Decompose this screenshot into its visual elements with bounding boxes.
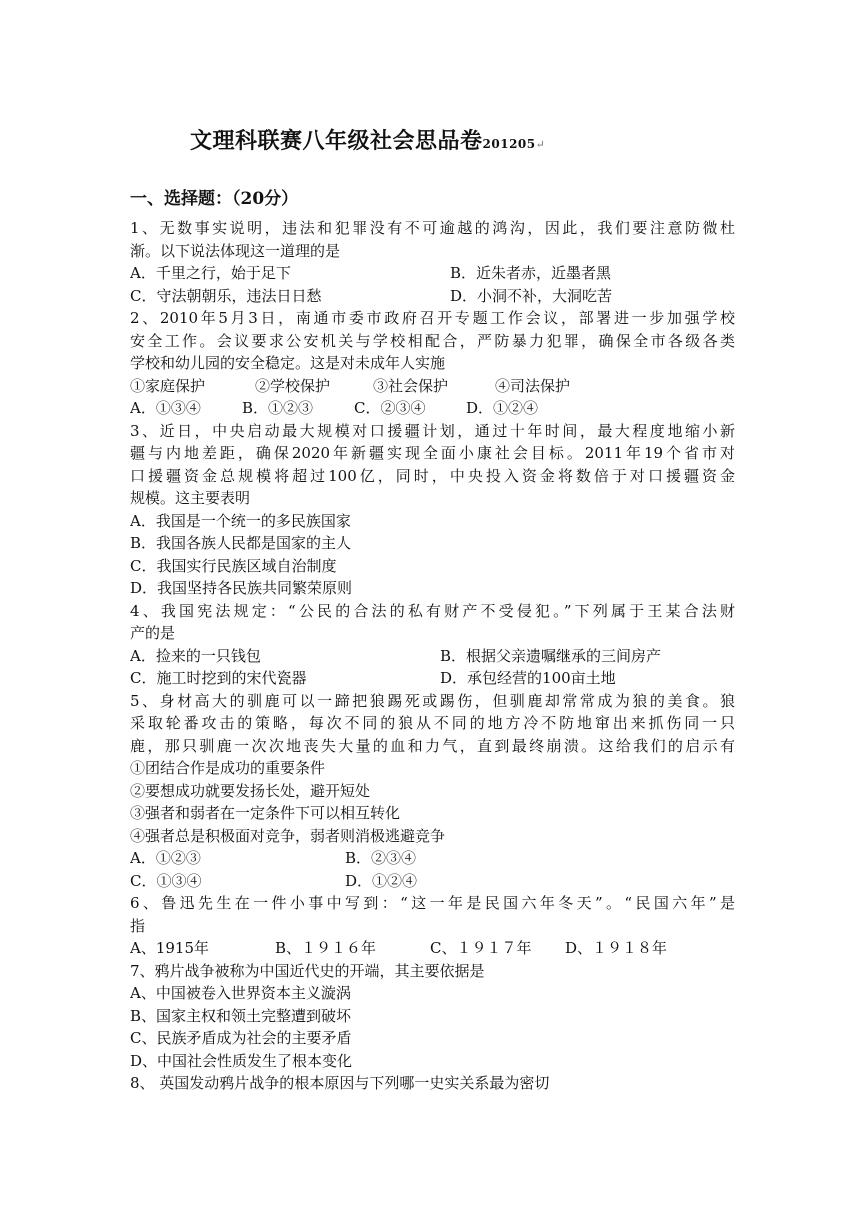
q2-item: ④司法保护	[495, 376, 571, 395]
q7-option-b: B、国家主权和领土完整遭到破坏	[130, 1006, 352, 1025]
q6-option-d: D、１９１８年	[565, 939, 668, 957]
q5-stem-line: 采取轮番攻击的策略，每次不同的狼从不同的地方冷不防地窜出来抓伤同一只	[130, 714, 735, 732]
q7-option-c: C、民族矛盾成为社会的主要矛盾	[130, 1029, 352, 1047]
return-mark: ↵	[535, 138, 546, 151]
exam-title	[190, 124, 545, 155]
q3-option-c: C．我国实行民族区域自治制度	[130, 556, 337, 575]
q6-stem-line: 指	[130, 916, 146, 935]
q2-item: ②学校保护	[255, 376, 331, 395]
q7-stem-line: 7、鸦片战争被称为中国近代史的开端，其主要依据是	[130, 961, 485, 980]
q2-stem-line: 学校和幼儿园的安全稳定。这是对未成年人实施	[130, 354, 446, 372]
q1-option-b: B．近朱者赤，近墨者黑	[450, 264, 612, 282]
q5-options-row	[130, 847, 735, 870]
q3-stem-line: 3、近日，中央启动最大规模对口援疆计划，通过十年时间，最大程度地缩小新	[130, 421, 735, 440]
q1-option-d: D．小洞不补，大洞吃苦	[450, 286, 613, 305]
q6-option-a: A、1915年	[130, 939, 210, 957]
q5-options-row	[130, 870, 735, 893]
q3-stem-line: 疆与内地差距，确保2020年新疆实现全面小康社会目标。2011年19个省市对	[130, 444, 735, 462]
q2-option-c: C．②③④	[354, 399, 426, 417]
q1-options-row	[130, 285, 735, 308]
q5-item: ④强者总是积极面对竞争，弱者则消极逃避竞争	[130, 826, 446, 845]
q2-stem-line: 安全工作。会议要求公安机关与学校相配合，严防暴力犯罪，确保全市各级各类	[130, 331, 735, 350]
q6-option-b: B、１９１６年	[275, 939, 377, 957]
q2-option-b: B．①②③	[242, 399, 314, 417]
q1-option-a: A．千里之行，始于足下	[130, 264, 291, 282]
q5-stem-line: 鹿，那只驯鹿一次次地丧失大量的血和力气，直到最终崩溃。这给我们的启示有	[130, 736, 735, 755]
q7-option-a: A、中国被卷入世界资本主义漩涡	[130, 984, 351, 1002]
q2-items-row	[130, 375, 735, 398]
q6-stem-line: 6、鲁迅先生在一件小事中写到：“这一年是民国六年冬天”。“民国六年”是	[130, 894, 735, 912]
q2-item: ①家庭保护	[130, 376, 206, 395]
q1-option-c: C．守法朝朝乐，违法日日愁	[130, 286, 322, 305]
q7-option-d: D、中国社会性质发生了根本变化	[130, 1051, 353, 1070]
q4-option-d: D．承包经营的100亩土地	[440, 669, 616, 687]
q3-stem-line: 规模。这主要表明	[130, 489, 251, 507]
q4-stem-line: 4、我国宪法规定：“公民的合法的私有财产不受侵犯。”下列属于王某合法财	[130, 601, 735, 620]
q5-item: ③强者和弱者在一定条件下可以相互转化	[130, 804, 401, 822]
q6-options-row	[130, 937, 735, 960]
section-heading: 一、选择题：（20分）	[130, 189, 299, 209]
q4-option-b: B．根据父亲遗嘱继承的三间房产	[440, 646, 662, 665]
q3-stem-line: 口援疆资金总规模将超过100亿，同时，中央投入资金将数倍于对口援疆资金	[130, 466, 735, 485]
q5-option-b: B．②③④	[345, 849, 417, 867]
q2-item: ③社会保护	[373, 376, 449, 395]
q3-option-b: B．我国各族人民都是国家的主人	[130, 534, 352, 552]
q3-option-a: A．我国是一个统一的多民族国家	[130, 511, 351, 530]
q1-stem-line: 渐。以下说法体现这一道理的是	[130, 241, 341, 260]
q4-option-a: A．捡来的一只钱包	[130, 646, 261, 665]
q5-item: ②要想成功就要发扬长处，避开短处	[130, 781, 371, 800]
q2-options-row	[130, 397, 735, 420]
q4-option-c: C．施工时挖到的宋代瓷器	[130, 669, 307, 687]
q4-stem-line: 产的是	[130, 624, 176, 642]
title-year: 201205	[482, 137, 536, 151]
q2-option-d: D．①②④	[466, 399, 539, 417]
q5-stem-line: 5、身材高大的驯鹿可以一蹄把狼踢死或踢伤，但驯鹿却常常成为狼的美食。狼	[130, 691, 735, 710]
q2-option-a: A．①③④	[130, 399, 201, 417]
q5-item: ①团结合作是成功的重要条件	[130, 759, 326, 777]
q5-option-a: A．①②③	[130, 849, 201, 867]
q4-options-row	[130, 667, 735, 690]
q3-option-d: D．我国坚持各民族共同繁荣原则	[130, 579, 353, 597]
question-list	[130, 217, 735, 1095]
q2-stem-line: 2、2010年5月3日，南通市委市政府召开专题工作会议，部署进一步加强学校	[130, 309, 735, 327]
q8-stem-line: 8、 英国发动鸦片战争的根本原因与下列哪一史实关系最为密切	[130, 1074, 550, 1092]
q5-option-c: C．①③④	[130, 871, 202, 890]
title-main: 文理科联赛八年级社会思品卷	[190, 128, 483, 154]
q6-option-c: C、１９１７年	[430, 939, 532, 957]
q5-option-d: D．①②④	[345, 871, 418, 890]
q1-options-row	[130, 262, 735, 285]
q4-options-row	[130, 645, 735, 668]
q1-stem-line: 1、无数事实说明，违法和犯罪没有不可逾越的鸿沟，因此，我们要注意防微杜	[130, 219, 735, 237]
